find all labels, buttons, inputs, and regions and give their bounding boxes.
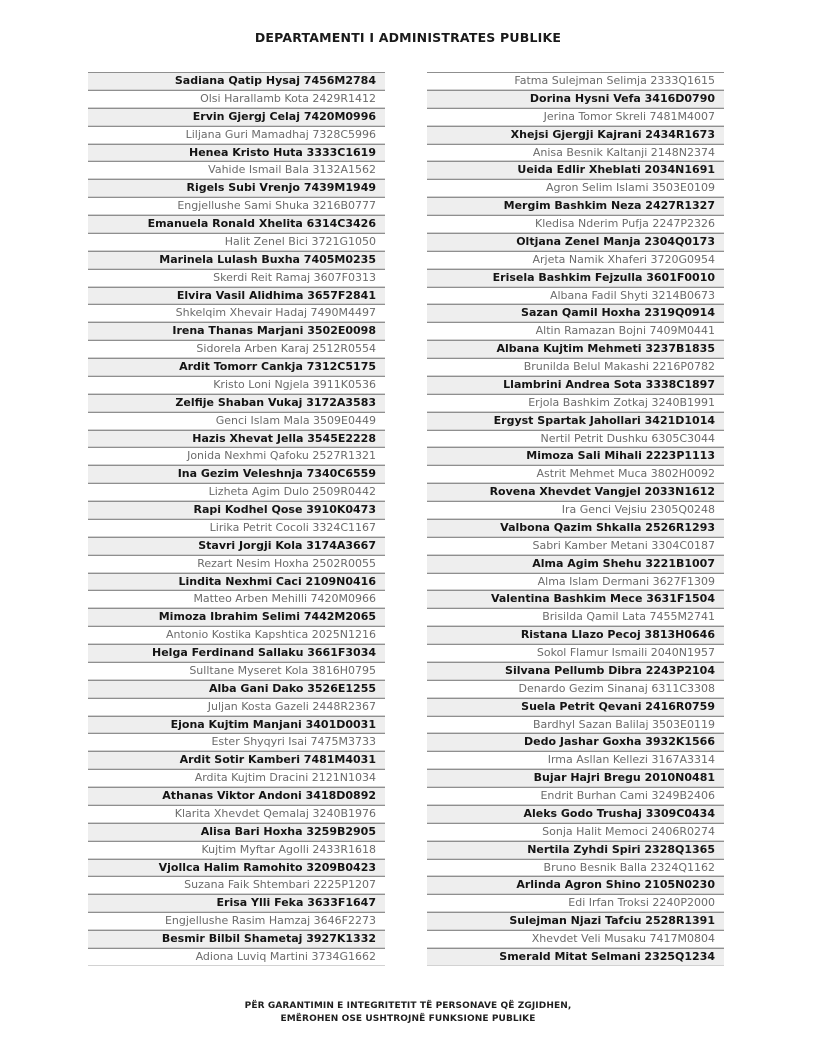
table-row: Endrit Burhan Cami 3249B2406 [427,787,724,805]
table-row: Erjola Bashkim Zotkaj 3240B1991 [427,394,724,412]
table-row: Stavri Jorgji Kola 3174A3667 [88,537,385,555]
table-row: Llambrini Andrea Sota 3338C1897 [427,376,724,394]
table-row: Athanas Viktor Andoni 3418D0892 [88,787,385,805]
table-row: Nertila Zyhdi Spiri 2328Q1365 [427,841,724,859]
table-row: Sadiana Qatip Hysaj 7456M2784 [88,72,385,90]
table-row: Nertil Petrit Dushku 6305C3044 [427,430,724,448]
table-row: Xhevdet Veli Musaku 7417M0804 [427,930,724,948]
table-row: Ira Genci Vejsiu 2305Q0248 [427,501,724,519]
footer-line-1: PËR GARANTIMIN E INTEGRITETIT TË PERSONAVE QË ZGJIDHEN, [244,1001,572,1011]
table-row: Sulejman Njazi Tafciu 2528R1391 [427,912,724,930]
table-row: Fatma Sulejman Selimja 2333Q1615 [427,72,724,90]
table-row: Valentina Bashkim Mece 3631F1504 [427,590,724,608]
table-row: Vjollca Halim Ramohito 3209B0423 [88,859,385,877]
table-row: Bujar Hajri Bregu 2010N0481 [427,769,724,787]
table-row: Matteo Arben Mehilli 7420M0966 [88,590,385,608]
table-row: Suzana Faik Shtembari 2225P1207 [88,876,385,894]
table-row: Jonida Nexhmi Qafoku 2527R1321 [88,447,385,465]
table-row: Antonio Kostika Kapshtica 2025N1216 [88,626,385,644]
table-row: Valbona Qazim Shkalla 2526R1293 [427,519,724,537]
table-row: Silvana Pellumb Dibra 2243P2104 [427,662,724,680]
table-row: Irma Asllan Kellezi 3167A3314 [427,751,724,769]
table-row: Oltjana Zenel Manja 2304Q0173 [427,233,724,251]
table-row: Zelfije Shaban Vukaj 3172A3583 [88,394,385,412]
table-row: Bruno Besnik Balla 2324Q1162 [427,859,724,877]
table-row: Arlinda Agron Shino 2105N0230 [427,876,724,894]
table-row: Lizheta Agim Dulo 2509R0442 [88,483,385,501]
table-row: Erisela Bashkim Fejzulla 3601F0010 [427,269,724,287]
table-row: Skerdi Reit Ramaj 3607F0313 [88,269,385,287]
table-row: Sulltane Myseret Kola 3816H0795 [88,662,385,680]
table-row: Astrit Mehmet Muca 3802H0092 [427,465,724,483]
table-row: Anisa Besnik Kaltanji 2148N2374 [427,144,724,162]
name-list-right-column [427,72,724,966]
table-row: Sabri Kamber Metani 3304C0187 [427,537,724,555]
table-row: Rovena Xhevdet Vangjel 2033N1612 [427,483,724,501]
table-row: Kledisa Nderim Pufja 2247P2326 [427,215,724,233]
table-row: Smerald Mitat Selmani 2325Q1234 [427,948,724,966]
table-row: Vahide Ismail Bala 3132A1562 [88,161,385,179]
table-row: Engjellushe Rasim Hamzaj 3646F2273 [88,912,385,930]
table-row: Liljana Guri Mamadhaj 7328C5996 [88,126,385,144]
table-row: Albana Fadil Shyti 3214B0673 [427,287,724,305]
table-row: Bardhyl Sazan Balilaj 3503E0119 [427,716,724,734]
table-row: Ueida Edlir Xheblati 2034N1691 [427,161,724,179]
table-row: Emanuela Ronald Xhelita 6314C3426 [88,215,385,233]
table-row: Aleks Godo Trushaj 3309C0434 [427,805,724,823]
table-row: Sokol Flamur Ismaili 2040N1957 [427,644,724,662]
table-row: Juljan Kosta Gazeli 2448R2367 [88,698,385,716]
table-row: Adiona Luviq Martini 3734G1662 [88,948,385,966]
table-row: Altin Ramazan Bojni 7409M0441 [427,322,724,340]
footer-line-2: EMËROHEN OSE USHTROJNË FUNKSIONE PUBLIKE [280,1014,536,1024]
table-row: Halit Zenel Bici 3721G1050 [88,233,385,251]
table-row: Ergyst Spartak Jahollari 3421D1014 [427,412,724,430]
table-row: Klarita Xhevdet Qemalaj 3240B1976 [88,805,385,823]
table-row: Rapi Kodhel Qose 3910K0473 [88,501,385,519]
table-row: Ester Shyqyri Isai 7475M3733 [88,733,385,751]
table-row: Mergim Bashkim Neza 2427R1327 [427,197,724,215]
table-row: Mimoza Ibrahim Selimi 7442M2065 [88,608,385,626]
table-row: Lindita Nexhmi Caci 2109N0416 [88,573,385,591]
table-row: Suela Petrit Qevani 2416R0759 [427,698,724,716]
table-row: Irena Thanas Marjani 3502E0098 [88,322,385,340]
table-row: Shkelqim Xhevair Hadaj 7490M4497 [88,304,385,322]
table-row: Ristana Llazo Pecoj 3813H0646 [427,626,724,644]
table-row: Besmir Bilbil Shametaj 3927K1332 [88,930,385,948]
table-row: Helga Ferdinand Sallaku 3661F3034 [88,644,385,662]
table-row: Henea Kristo Huta 3333C1619 [88,144,385,162]
table-row: Albana Kujtim Mehmeti 3237B1835 [427,340,724,358]
table-row: Mimoza Sali Mihali 2223P1113 [427,447,724,465]
table-row: Ervin Gjergj Celaj 7420M0996 [88,108,385,126]
table-row: Ina Gezim Veleshnja 7340C6559 [88,465,385,483]
table-row: Denardo Gezim Sinanaj 6311C3308 [427,680,724,698]
table-row: Erisa Ylli Feka 3633F1647 [88,894,385,912]
table-row: Engjellushe Sami Shuka 3216B0777 [88,197,385,215]
table-row: Ardita Kujtim Dracini 2121N1034 [88,769,385,787]
table-row: Brunilda Belul Makashi 2216P0782 [427,358,724,376]
page-title: DEPARTAMENTI I ADMINISTRATES PUBLIKE [254,30,562,45]
table-row: Dedo Jashar Goxha 3932K1566 [427,733,724,751]
table-row: Rezart Nesim Hoxha 2502R0055 [88,555,385,573]
table-row: Sonja Halit Memoci 2406R0274 [427,823,724,841]
table-row: Olsi Harallamb Kota 2429R1412 [88,90,385,108]
table-row: Arjeta Namik Xhaferi 3720G0954 [427,251,724,269]
table-row: Edi Irfan Troksi 2240P2000 [427,894,724,912]
table-row: Kristo Loni Ngjela 3911K0536 [88,376,385,394]
table-row: Marinela Lulash Buxha 7405M0235 [88,251,385,269]
table-row: Dorina Hysni Vefa 3416D0790 [427,90,724,108]
table-row: Brisilda Qamil Lata 7455M2741 [427,608,724,626]
table-row: Rigels Subi Vrenjo 7439M1949 [88,179,385,197]
table-row: Sazan Qamil Hoxha 2319Q0914 [427,304,724,322]
table-row: Lirika Petrit Cocoli 3324C1167 [88,519,385,537]
table-row: Elvira Vasil Alidhima 3657F2841 [88,287,385,305]
table-row: Hazis Xhevat Jella 3545E2228 [88,430,385,448]
table-row: Ardit Sotir Kamberi 7481M4031 [88,751,385,769]
table-row: Kujtim Myftar Agolli 2433R1618 [88,841,385,859]
table-row: Alba Gani Dako 3526E1255 [88,680,385,698]
name-list-left-column [88,72,385,966]
table-row: Agron Selim Islami 3503E0109 [427,179,724,197]
table-row: Xhejsi Gjergji Kajrani 2434R1673 [427,126,724,144]
page-footer [0,1000,816,1026]
table-row: Alma Islam Dermani 3627F1309 [427,573,724,591]
table-row: Sidorela Arben Karaj 2512R0554 [88,340,385,358]
table-row: Genci Islam Mala 3509E0449 [88,412,385,430]
table-row: Ardit Tomorr Cankja 7312C5175 [88,358,385,376]
table-row: Ejona Kujtim Manjani 3401D0031 [88,716,385,734]
table-row: Jerina Tomor Skreli 7481M4007 [427,108,724,126]
table-row: Alma Agim Shehu 3221B1007 [427,555,724,573]
table-row: Alisa Bari Hoxha 3259B2905 [88,823,385,841]
